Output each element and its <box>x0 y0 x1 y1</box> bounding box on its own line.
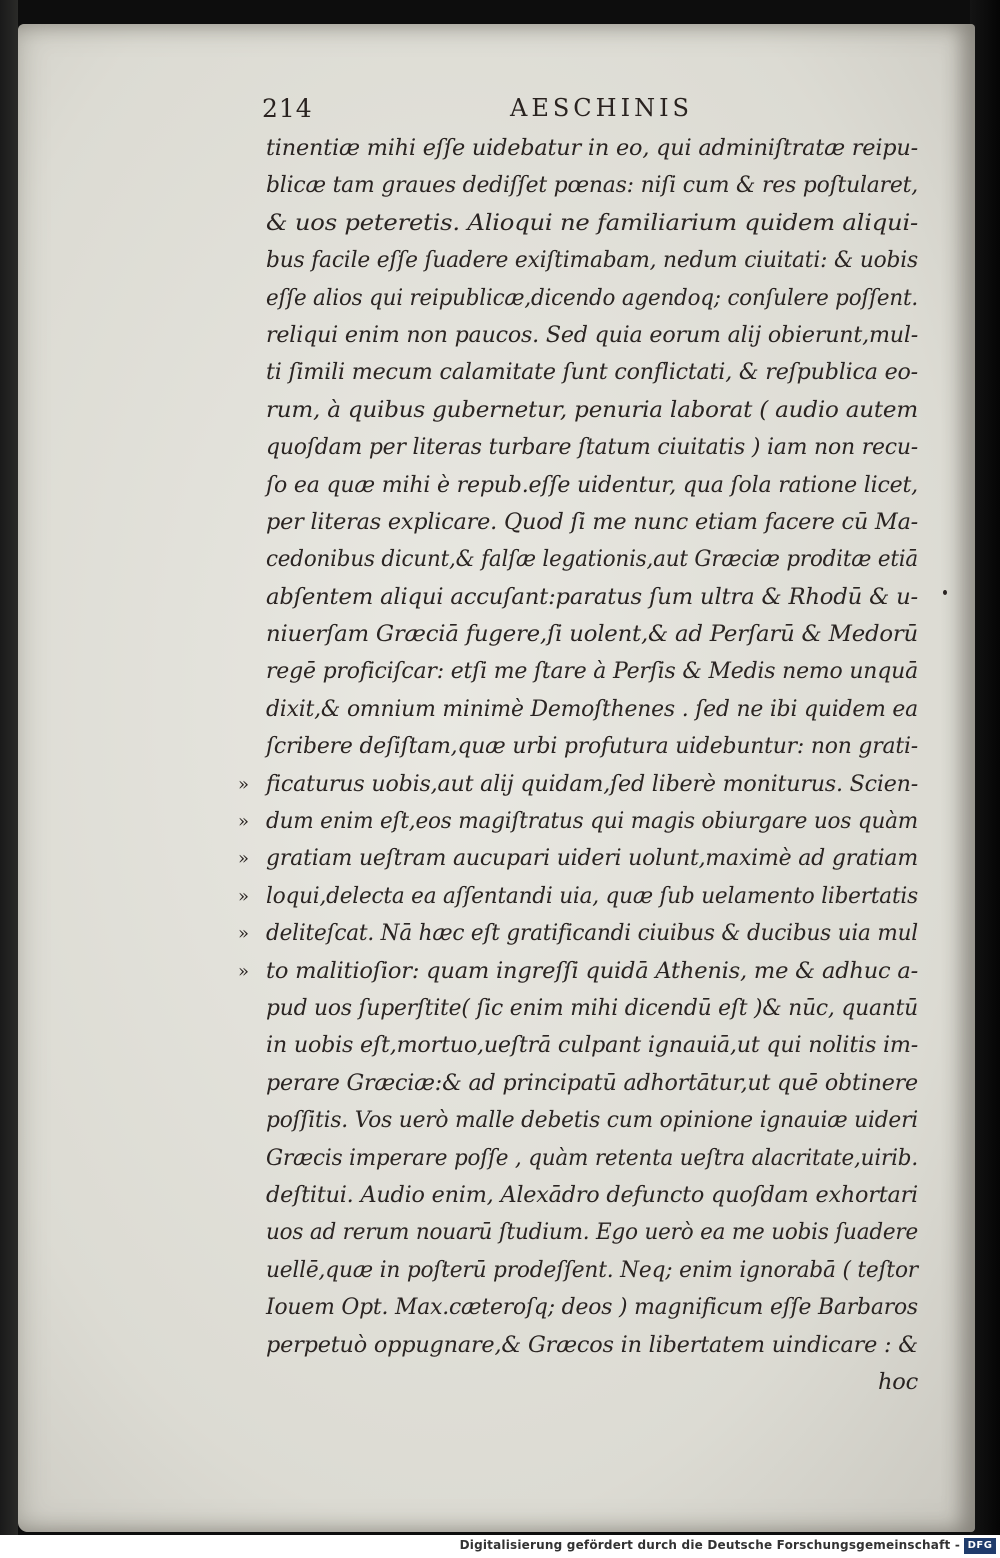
text-line <box>266 579 926 616</box>
line-text: ſcribere deſiſtam,quæ urbi profutura uidebuntur: non grati- <box>266 733 918 760</box>
text-line <box>266 990 926 1027</box>
text-line <box>266 280 926 317</box>
marginal-quote-mark: » <box>238 885 249 907</box>
line-text: eſſe alios qui reipublicæ,dicendo agendoq; conſulere poſſent. <box>266 284 918 311</box>
line-text: uellē,quæ in poſterū prodeſſent. Neq; enim ignorabā ( teſtor <box>266 1256 918 1283</box>
marginal-quote-mark: » <box>238 923 249 945</box>
text-line <box>238 953 926 990</box>
text-line <box>266 504 926 541</box>
text-line <box>266 242 926 279</box>
marginal-quote-mark: » <box>238 773 249 795</box>
line-text: poſſitis. Vos uerò malle debetis cum opinione ignauiæ uideri <box>266 1107 919 1134</box>
line-text: niuerſam Græciā fugere,ſi uolent,& ad Perſarū & Medorū <box>266 621 918 648</box>
text-line <box>266 541 926 578</box>
line-text: reliqui enim non paucos. Sed quia eorum alij obierunt,mul- <box>266 321 919 348</box>
dfg-logo: DFG <box>964 1538 996 1554</box>
funding-credit: Digitalisierung gefördert durch die Deutsche Forschungsgemeinschaft - <box>459 1538 960 1552</box>
text-line <box>266 354 926 391</box>
text-line <box>266 1102 926 1139</box>
line-text: per literas explicare. Quod ſi me nunc etiam facere cū Ma- <box>266 508 919 535</box>
line-text: tinentiæ mihi eſſe uidebatur in eo, qui adminiſtratæ reipu- <box>266 135 919 161</box>
marginal-quote-mark: » <box>238 960 249 982</box>
line-text: deliteſcat. Nā hæc eſt gratificandi ciuibus & ducibus uia mul <box>266 920 918 947</box>
text-line <box>238 915 926 952</box>
page-number: 214 <box>262 94 313 123</box>
digitization-footer <box>0 1535 1000 1558</box>
text-line <box>238 840 926 877</box>
text-line <box>266 1027 926 1064</box>
text-line <box>266 1252 926 1289</box>
line-text: bus facile eſſe ſuadere exiſtimabam, nedum ciuitati: & uobis <box>266 247 918 274</box>
text-line <box>266 616 926 653</box>
book-left-edge <box>0 0 18 1535</box>
line-text: gratiam ueſtram aucupari uideri uolunt,maximè ad gratiam <box>266 845 919 872</box>
line-text: Græcis imperare poſſe , quàm retenta ueſtra alacritate,uirib. <box>266 1144 918 1171</box>
line-text: loqui,delecta ea aſſentandi uia, quæ ſub uelamento libertatis <box>266 882 918 909</box>
text-line <box>266 1289 926 1326</box>
line-text: uos ad rerum nouarū ſtudium. Ego uerò ea me uobis ſuadere <box>266 1219 919 1246</box>
line-text: perare Græciæ:& ad principatū adhortātur,ut quē obtinere <box>266 1069 918 1096</box>
line-text: pud uos ſuperſtite( ſic enim mihi dicendū eſt )& nūc, quantū <box>266 994 918 1021</box>
line-text: blicæ tam graues dediſſet pœnas: niſi cum & res poſtularet, <box>266 172 918 199</box>
line-text: dixit,& omnium minimè Demoſthenes . ſed ne ibi quidem ea <box>266 695 919 722</box>
text-line <box>238 878 926 915</box>
marginal-quote-mark: » <box>238 811 249 833</box>
running-title: AESCHINIS <box>510 94 693 122</box>
line-text: abſentem aliqui accuſant:paratus ſum ultra & Rhodū & u- <box>266 583 919 610</box>
line-text: in uobis eſt,mortuo,ueſtrā culpant ignauiā,ut qui nolitis im- <box>266 1032 919 1059</box>
line-text: cedonibus dicunt,& falſæ legationis,aut Græciæ proditæ etiā <box>266 546 919 573</box>
text-line <box>266 1327 926 1364</box>
line-text: regē proficiſcar: etſi me ſtare à Perſis & Medis nemo unquā <box>266 658 918 685</box>
text-line <box>266 130 926 167</box>
text-line <box>266 691 926 728</box>
text-line <box>266 1214 926 1251</box>
line-text: perpetuò oppugnare,& Græcos in libertatem uindicare : & <box>266 1331 918 1358</box>
text-line <box>266 653 926 690</box>
line-text: & uos peteretis. Alioqui ne familiarium quidem aliqui- <box>266 209 919 236</box>
text-line <box>266 1177 926 1214</box>
line-text: rum, à quibus gubernetur, penuria laborat ( audio autem <box>266 396 918 423</box>
text-line <box>266 392 926 429</box>
text-line <box>266 1140 926 1177</box>
line-text: ficaturus uobis,aut alij quidam,ſed liberè moniturus. Scien- <box>266 770 919 797</box>
line-text: ti ſimili mecum calamitate ſunt conflictati, & reſpublica eo- <box>266 359 918 386</box>
marginal-quote-mark: » <box>238 848 249 870</box>
text-block <box>238 130 926 1401</box>
line-text: quoſdam per literas turbare ſtatum ciuitatis ) iam non recu- <box>266 434 919 461</box>
line-text: ſo ea quæ mihi è repub.eſſe uidentur, qua ſola ratione licet, <box>266 471 918 498</box>
line-text: deſtitui. Audio enim, Alexādro defuncto quoſdam exhortari <box>266 1181 918 1208</box>
text-line <box>238 766 926 803</box>
text-line <box>266 167 926 204</box>
ink-speck <box>943 590 947 595</box>
line-text: to malitioſior: quam ingreſſi quidā Athenis, me & adhuc a- <box>266 957 919 984</box>
line-text: Iouem Opt. Max.cæteroſq; deos ) magnificum eſſe Barbaros <box>266 1294 918 1321</box>
catchword: hoc <box>877 1368 918 1395</box>
text-line <box>266 728 926 765</box>
line-text: dum enim eſt,eos magiſtratus qui magis obiurgare uos quàm <box>266 808 919 835</box>
text-line <box>266 467 926 504</box>
text-line <box>266 205 926 242</box>
text-line <box>266 429 926 466</box>
text-line <box>238 803 926 840</box>
running-head <box>262 94 922 134</box>
text-line <box>266 1065 926 1102</box>
text-line <box>266 317 926 354</box>
